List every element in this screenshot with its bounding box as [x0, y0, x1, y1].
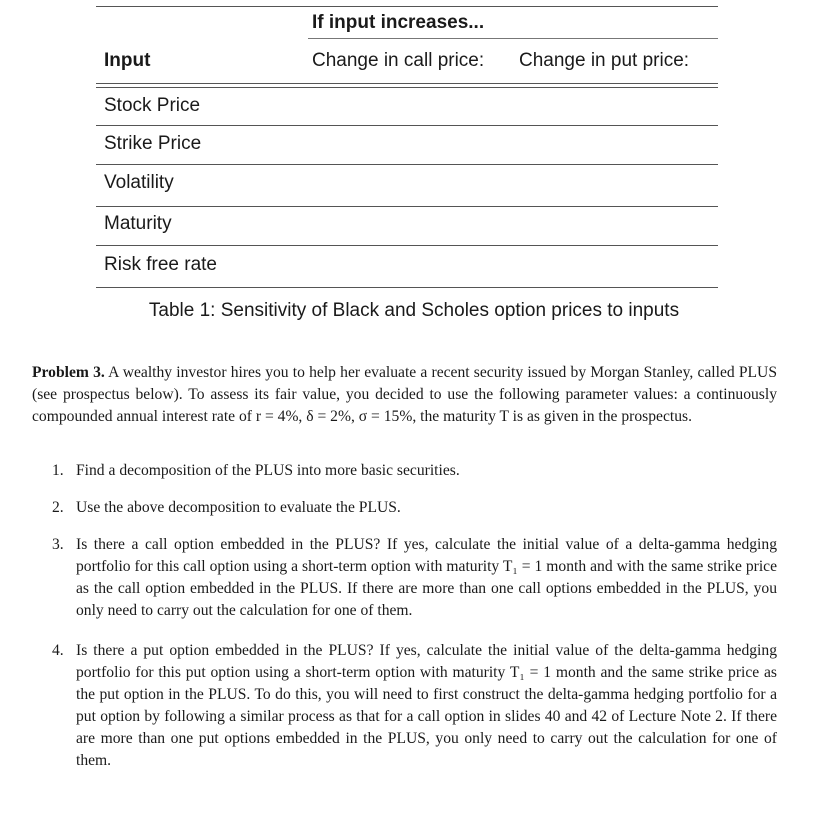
row-risk-free-rate: Risk free rate	[104, 254, 217, 275]
row-rule	[96, 206, 718, 207]
list-item	[52, 460, 777, 482]
problem-statement	[32, 362, 777, 428]
problem-label: Problem 3.	[32, 364, 105, 381]
list-item	[52, 497, 777, 519]
row-rule	[96, 125, 718, 126]
list-item	[52, 640, 777, 772]
item-text: Find a decomposition of the PLUS into more basic securities.	[76, 462, 460, 479]
item-number: 2.	[52, 499, 64, 516]
problem-text: A wealthy investor hires you to help her evaluate a recent security issued by Morgan Stanley, called PLUS (see prospectus below). To assess its fair value, you decided to use the following parameter values: a continuously compounded annual interest rate of r = 4%, δ = 2%, σ = 15%, the maturity T is as given in the prospectus.	[32, 364, 777, 425]
row-stock-price: Stock Price	[104, 95, 201, 116]
table-bottom-rule	[96, 287, 718, 288]
group-header-rule	[308, 38, 718, 39]
item-number: 3.	[52, 536, 64, 553]
col-header-input: Input	[104, 50, 151, 71]
header-rule-2	[96, 87, 718, 88]
row-rule	[96, 164, 718, 165]
row-maturity: Maturity	[104, 213, 172, 234]
table-caption: Table 1: Sensitivity of Black and Scholes option prices to inputs	[148, 300, 680, 321]
table-top-rule	[96, 6, 718, 7]
item-text: Use the above decomposition to evaluate the PLUS.	[76, 499, 401, 516]
row-rule	[96, 245, 718, 246]
col-header-put: Change in put price:	[519, 50, 690, 71]
item-text: Is there a call option embedded in the PLUS? If yes, calculate the initial value of a delta-gamma hedging portfolio for this call option using a short-term option with maturity T₁ = 1 month and with the same strike price as the call option embedded in the PLUS. If there are more than one call options embedded in the PLUS, you only need to carry out the calculation for one of them.	[76, 536, 777, 619]
item-number: 4.	[52, 642, 64, 659]
problem-items	[52, 460, 777, 787]
header-rule-1	[96, 83, 718, 84]
col-header-call: Change in call price:	[312, 50, 485, 71]
item-text: Is there a put option embedded in the PLUS? If yes, calculate the initial value of the delta-gamma hedging portfolio for this put option using a short-term option with maturity T₁ = 1 month and the same strike price as the put option in the PLUS. To do this, you will need to first construct the delta-gamma hedging portfolio for a put option by following a similar process as that for a call option in slides 40 and 42 of Lecture Note 2. If there are more than one put options embedded in the PLUS, you only need to carry out the calculation for one of them.	[76, 642, 777, 769]
list-item	[52, 534, 777, 622]
row-strike-price: Strike Price	[104, 133, 202, 154]
item-number: 1.	[52, 462, 64, 479]
row-volatility: Volatility	[104, 172, 174, 193]
group-header: If input increases...	[312, 12, 485, 33]
